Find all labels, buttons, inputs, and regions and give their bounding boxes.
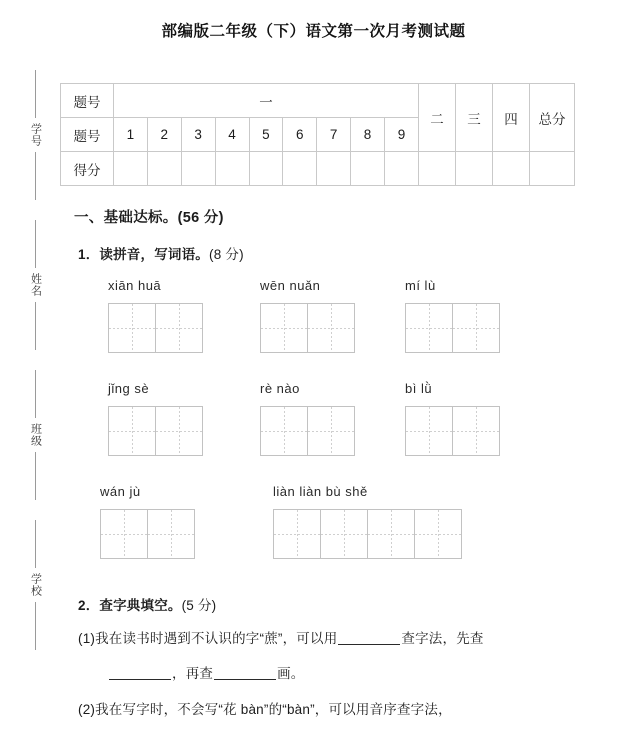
cell-label-tihao-1: 题号: [61, 84, 114, 118]
cell-score-blank-9[interactable]: [385, 152, 419, 186]
cell-score-blank-2[interactable]: [147, 152, 181, 186]
margin-divider-line: [35, 302, 36, 350]
cell-score-blank-two[interactable]: [419, 152, 456, 186]
margin-divider-line: [35, 220, 36, 268]
pinyin-group-jingse: [108, 378, 203, 456]
cell-section-total: 总分: [530, 84, 575, 152]
writing-cell[interactable]: [109, 407, 156, 455]
margin-seal-strip: [0, 70, 52, 670]
writing-cell[interactable]: [415, 510, 462, 558]
writing-grid-xianhua[interactable]: [108, 303, 203, 353]
question-2-item-1-line-2: [108, 664, 620, 684]
writing-cell[interactable]: [261, 407, 308, 455]
pinyin-text-milu: mí lù: [405, 278, 436, 293]
cell-score-blank-6[interactable]: [283, 152, 317, 186]
q2-item1-text-d: 画。: [277, 666, 305, 682]
question-2-item-1-line-1: [78, 629, 620, 649]
writing-cell[interactable]: [368, 510, 415, 558]
writing-cell[interactable]: [406, 407, 453, 455]
writing-grid-milu[interactable]: [405, 303, 500, 353]
cell-number-7: 7: [317, 118, 351, 152]
writing-grid-wanju[interactable]: [100, 509, 195, 559]
writing-cell[interactable]: [308, 407, 355, 455]
question-1-text: 1．读拼音，写词语。: [78, 247, 210, 262]
pinyin-group-bilv: [405, 378, 500, 456]
cell-section-two: 二: [419, 84, 456, 152]
margin-entry-xingming: [18, 220, 52, 350]
cell-section-four: 四: [493, 84, 530, 152]
cell-score-blank-8[interactable]: [351, 152, 385, 186]
pinyin-grid-row-3: [60, 481, 620, 584]
margin-divider-line: [35, 520, 36, 568]
exam-content: [60, 196, 620, 720]
fill-blank[interactable]: [214, 666, 276, 680]
pinyin-group-wanju: [100, 481, 195, 559]
margin-entry-xuexiao: [18, 520, 52, 650]
margin-label-banji: 班级: [29, 423, 42, 447]
pinyin-grid-row-2: [60, 378, 620, 481]
page-title: 部编版二年级（下）语文第一次月考测试题: [161, 23, 466, 40]
writing-grid-lianlianbushe[interactable]: [273, 509, 462, 559]
cell-number-6: 6: [283, 118, 317, 152]
cell-section-three: 三: [456, 84, 493, 152]
margin-label-xingming: 姓名: [29, 273, 42, 297]
question-2-points: (5 分): [181, 598, 217, 613]
cell-score-blank-four[interactable]: [493, 152, 530, 186]
margin-divider-line: [35, 370, 36, 418]
pinyin-group-lianlianbushe: [273, 481, 462, 559]
question-1-points: (8 分): [209, 247, 244, 262]
cell-score-blank-1[interactable]: [114, 152, 148, 186]
cell-number-9: 9: [385, 118, 419, 152]
writing-cell[interactable]: [453, 407, 500, 455]
writing-cell[interactable]: [156, 407, 203, 455]
margin-divider-line: [35, 452, 36, 500]
writing-cell[interactable]: [109, 304, 156, 352]
cell-score-blank-total[interactable]: [530, 152, 575, 186]
score-table: [60, 83, 575, 186]
pinyin-text-bilv: bì lǜ: [405, 381, 433, 396]
writing-cell[interactable]: [308, 304, 355, 352]
cell-label-tihao-2: 题号: [61, 118, 114, 152]
margin-divider-line: [35, 70, 36, 118]
writing-cell[interactable]: [453, 304, 500, 352]
margin-entry-banji: [18, 370, 52, 500]
pinyin-group-xianhua: [108, 275, 203, 353]
writing-cell[interactable]: [406, 304, 453, 352]
pinyin-text-xianhua: xiān huā: [108, 278, 162, 293]
table-row-defen: [61, 152, 575, 186]
score-table-container: [60, 83, 575, 186]
pinyin-text-lianlianbushe: liàn liàn bù shě: [273, 484, 368, 499]
writing-cell[interactable]: [156, 304, 203, 352]
margin-divider-line: [35, 152, 36, 200]
section-heading-one: 一、基础达标。(56 分): [74, 210, 224, 226]
cell-score-blank-3[interactable]: [181, 152, 215, 186]
writing-grid-renao[interactable]: [260, 406, 355, 456]
fill-blank[interactable]: [338, 631, 400, 645]
cell-number-1: 1: [114, 118, 148, 152]
cell-score-blank-5[interactable]: [249, 152, 283, 186]
q2-item1-text-b: 查字法，先查: [401, 631, 484, 646]
writing-cell[interactable]: [148, 510, 195, 558]
cell-score-blank-4[interactable]: [215, 152, 249, 186]
pinyin-text-wanju: wán jù: [100, 484, 141, 499]
pinyin-group-renao: [260, 378, 355, 456]
table-row-header: [61, 84, 575, 118]
q2-item2-text-a: (2)我在写字时，不会写“花 bàn”的“bàn”，可以用音序查字法，: [78, 701, 452, 717]
writing-grid-wennuan[interactable]: [260, 303, 355, 353]
question-2-item-2-line-1: [78, 700, 620, 720]
fill-blank[interactable]: [109, 666, 171, 680]
writing-cell[interactable]: [101, 510, 148, 558]
pinyin-text-wennuan: wēn nuǎn: [260, 278, 321, 293]
margin-label-xuehao: 学号: [29, 123, 42, 147]
writing-grid-jingse[interactable]: [108, 406, 203, 456]
cell-section-one: 一: [114, 84, 419, 118]
cell-number-4: 4: [215, 118, 249, 152]
cell-score-blank-three[interactable]: [456, 152, 493, 186]
cell-number-8: 8: [351, 118, 385, 152]
pinyin-group-wennuan: [260, 275, 355, 353]
margin-entry-xuehao: [18, 70, 52, 200]
writing-cell[interactable]: [274, 510, 321, 558]
cell-number-3: 3: [181, 118, 215, 152]
writing-cell[interactable]: [261, 304, 308, 352]
writing-cell[interactable]: [321, 510, 368, 558]
cell-label-defen: 得分: [61, 152, 114, 186]
question-2-prompt: [78, 594, 620, 614]
q2-item1-text-a: (1)我在读书时遇到不认识的字“蔗”，可以用: [78, 631, 338, 646]
question-1-prompt: [78, 243, 620, 263]
writing-grid-bilv[interactable]: [405, 406, 500, 456]
question-2-text: 2．查字典填空。: [78, 598, 182, 613]
q2-item1-text-c: ，再查: [172, 666, 214, 682]
cell-number-5: 5: [249, 118, 283, 152]
cell-number-2: 2: [147, 118, 181, 152]
cell-score-blank-7[interactable]: [317, 152, 351, 186]
margin-label-xuexiao: 学校: [29, 573, 42, 597]
margin-divider-line: [35, 602, 36, 650]
pinyin-text-renao: rè nào: [260, 381, 300, 396]
pinyin-group-milu: [405, 275, 500, 353]
pinyin-text-jingse: jǐng sè: [108, 381, 150, 396]
pinyin-grid-row-1: [60, 275, 620, 378]
